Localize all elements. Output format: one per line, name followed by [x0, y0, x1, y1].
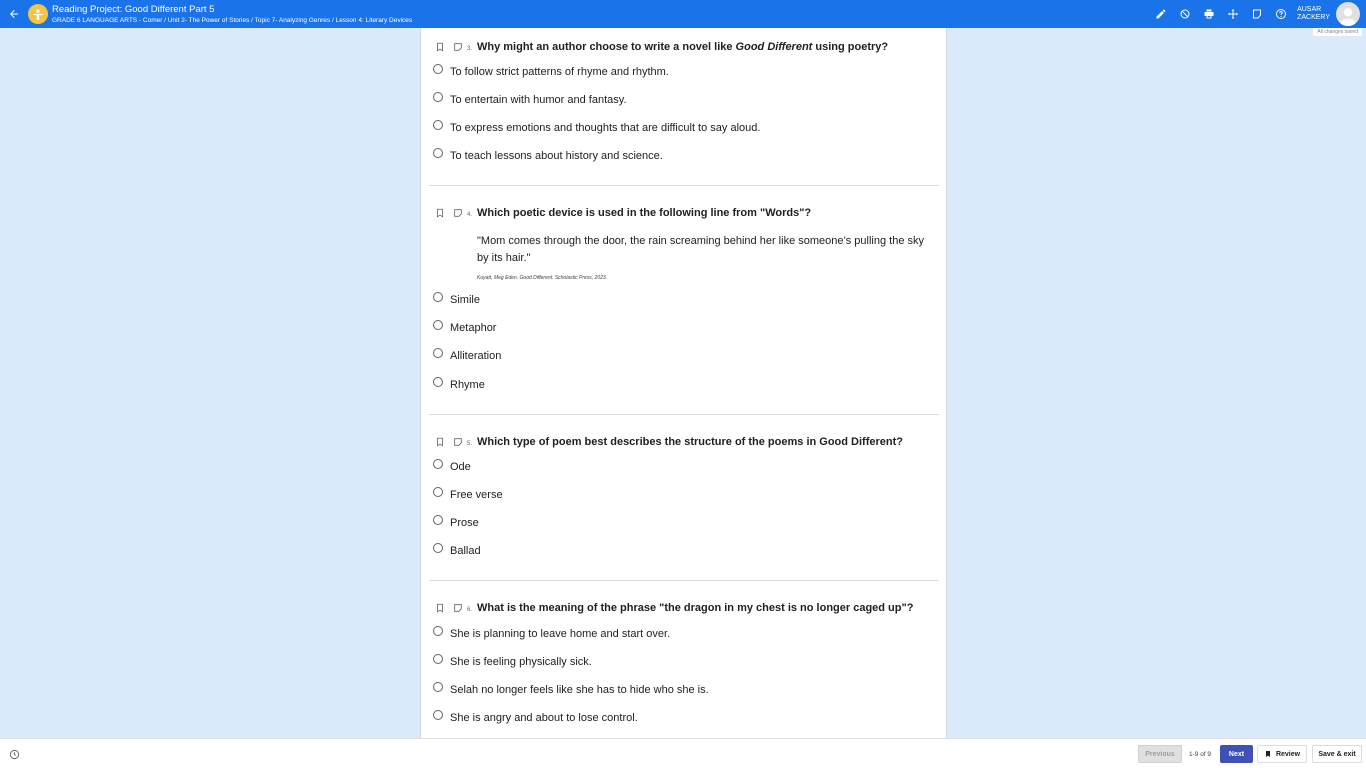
option-text: Metaphor — [450, 322, 497, 334]
radio-button[interactable] — [433, 92, 443, 102]
option-text: Prose — [450, 517, 479, 529]
radio-button[interactable] — [433, 487, 443, 497]
review-button[interactable] — [1257, 745, 1307, 763]
clock-icon — [9, 749, 20, 760]
user-last-name: ZACKERY — [1297, 14, 1330, 21]
question-tools — [429, 437, 477, 447]
bookmark-icon[interactable] — [435, 603, 445, 613]
bookmark-icon — [1264, 750, 1272, 758]
option-text: Selah no longer feels like she has to hide who she is. — [450, 684, 709, 696]
save-status: All changes saved — [1313, 28, 1362, 36]
answer-option[interactable] — [433, 350, 501, 362]
top-bar — [0, 0, 1366, 35]
option-text: To teach lessons about history and science. — [450, 150, 663, 162]
radio-button[interactable] — [433, 459, 443, 469]
pencil-icon — [1155, 8, 1167, 20]
answer-option[interactable] — [433, 628, 670, 640]
move-button[interactable] — [1221, 0, 1245, 28]
option-text: To follow strict patterns of rhyme and rhythm. — [450, 66, 669, 78]
radio-button[interactable] — [433, 120, 443, 130]
option-text: She is feeling physically sick. — [450, 656, 592, 668]
question-header — [429, 436, 903, 448]
question-tools — [429, 603, 477, 613]
bookmark-icon[interactable] — [435, 208, 445, 218]
toolbar — [1149, 0, 1366, 28]
page-title: Reading Project: Good Different Part 5 — [52, 4, 215, 15]
radio-button[interactable] — [433, 515, 443, 525]
radio-button[interactable] — [433, 292, 443, 302]
question-number: 3. — [467, 46, 473, 52]
option-text: She is angry and about to lose control. — [450, 712, 638, 724]
option-text: Simile — [450, 294, 480, 306]
next-button[interactable]: Next — [1220, 745, 1253, 763]
previous-button[interactable]: Previous — [1138, 745, 1182, 763]
move-icon — [1227, 8, 1239, 20]
option-text: Ode — [450, 461, 471, 473]
question-number: 5. — [467, 441, 473, 447]
answer-option[interactable] — [433, 517, 479, 529]
answer-option[interactable] — [433, 150, 663, 162]
radio-button[interactable] — [433, 320, 443, 330]
divider — [429, 414, 939, 415]
question-text: Which poetic device is used in the following line from "Words"? — [477, 207, 812, 219]
title-block — [52, 4, 412, 24]
quoted-passage: "Mom comes through the door, the rain screaming behind her like someone’s pulling the sky by its hair." — [477, 235, 924, 264]
user-name — [1297, 6, 1330, 22]
option-text: Alliteration — [450, 350, 502, 362]
question-tools — [429, 42, 477, 52]
question-text: Which type of poem best describes the structure of the poems in Good Different? — [477, 436, 903, 448]
arrow-left-icon — [8, 8, 20, 20]
answer-option[interactable] — [433, 461, 471, 473]
course-logo — [28, 4, 48, 24]
question-header — [429, 602, 913, 614]
answer-option[interactable] — [433, 122, 760, 134]
save-exit-button[interactable]: Save & exit — [1312, 745, 1362, 763]
print-button[interactable] — [1197, 0, 1221, 28]
option-text: Ballad — [450, 545, 481, 557]
review-label: Review — [1275, 750, 1301, 758]
question-text-start: Why might an author choose to write a novel like — [477, 41, 736, 53]
answer-option[interactable] — [433, 66, 669, 78]
question-panel — [420, 28, 947, 738]
option-text: She is planning to leave home and start over. — [450, 628, 671, 640]
radio-button[interactable] — [433, 377, 443, 387]
radio-button[interactable] — [433, 710, 443, 720]
back-button[interactable] — [0, 0, 28, 28]
question-header — [429, 41, 888, 53]
answer-option[interactable] — [433, 322, 496, 334]
highlighter-button[interactable] — [1149, 0, 1173, 28]
radio-button[interactable] — [433, 64, 443, 74]
question-text-end: using poetry? — [812, 41, 889, 53]
option-text: Free verse — [450, 489, 503, 501]
bottom-bar — [0, 738, 1366, 768]
avatar[interactable] — [1336, 2, 1360, 26]
option-text: Rhyme — [450, 379, 485, 391]
user-first-name: AUSAR — [1297, 6, 1322, 13]
radio-button[interactable] — [433, 682, 443, 692]
block-icon — [1179, 8, 1191, 20]
note-icon[interactable] — [453, 208, 463, 218]
radio-button[interactable] — [433, 654, 443, 664]
print-icon — [1203, 8, 1215, 20]
question-header — [429, 207, 811, 219]
page-count: 1-9 of 9 — [1189, 751, 1212, 758]
bookmark-icon[interactable] — [435, 42, 445, 52]
radio-button[interactable] — [433, 348, 443, 358]
note-icon[interactable] — [453, 42, 463, 52]
answer-option[interactable] — [433, 294, 480, 306]
divider — [429, 185, 939, 186]
answer-option[interactable] — [433, 545, 481, 557]
person-icon — [31, 7, 45, 21]
question-tools — [429, 208, 477, 218]
option-text: To entertain with humor and fantasy. — [450, 94, 627, 106]
timer-button[interactable] — [9, 747, 20, 765]
question-text — [477, 41, 888, 53]
answer-option[interactable] — [433, 489, 503, 501]
question-number: 4. — [467, 212, 473, 218]
answer-option[interactable] — [433, 379, 485, 391]
sticky-note-icon — [1251, 8, 1263, 20]
help-button[interactable] — [1269, 0, 1293, 28]
answer-option[interactable] — [433, 712, 638, 724]
question-text: What is the meaning of the phrase "the dragon in my chest is no longer caged up"? — [477, 602, 914, 614]
radio-button[interactable] — [433, 543, 443, 553]
bookmark-icon[interactable] — [435, 437, 445, 447]
note-icon[interactable] — [453, 437, 463, 447]
eliminate-button[interactable] — [1173, 0, 1197, 28]
answer-option[interactable] — [433, 94, 627, 106]
breadcrumb: GRADE 6 LANGUAGE ARTS - Comer / Unit 2- The Power of Stories / Topic 7- Analyzing Genres / Lesson 4: Literary Devices — [52, 16, 413, 24]
radio-button[interactable] — [433, 148, 443, 158]
citation: Kuyatt, Meg Eden. Good Different. Scholastic Press, 2023. — [477, 275, 608, 281]
answer-option[interactable] — [433, 656, 592, 668]
book-title: Good Different — [735, 41, 813, 53]
question-number: 6. — [467, 607, 473, 613]
user-icon — [1337, 4, 1359, 26]
radio-button[interactable] — [433, 626, 443, 636]
help-icon — [1275, 8, 1287, 20]
option-text: To express emotions and thoughts that are difficult to say aloud. — [450, 122, 761, 134]
note-icon[interactable] — [453, 603, 463, 613]
notes-button[interactable] — [1245, 0, 1269, 28]
divider — [429, 580, 939, 581]
answer-option[interactable] — [433, 684, 709, 696]
